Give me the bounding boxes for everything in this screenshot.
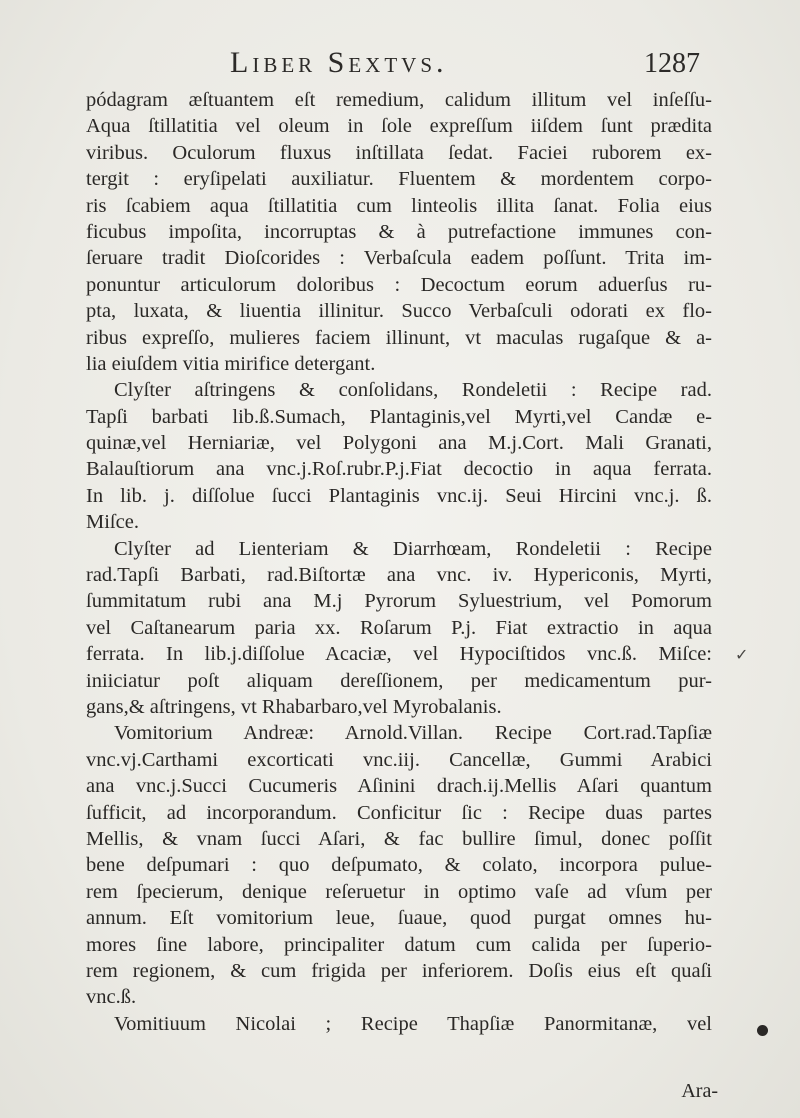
text-line: rad.Tapſi Barbati, rad.Biſtortæ ana vnc. iv. Hypericonis, Myrti, [86, 564, 712, 587]
text-line: lia eiuſdem vitia mirifice detergant. [86, 352, 376, 375]
text-line: vel Caſtanearum paria xx. Roſarum P.j. Fiat extractio in aqua [86, 616, 712, 639]
paragraph-1 [86, 87, 712, 377]
text-line: ribus expreſſo, mulieres faciem illinunt, vt maculas rugaſque & a- [86, 326, 712, 349]
text-line: ana vnc.j.Succi Cucumeris Aſinini drach.ij.Mellis Aſari quantum [86, 775, 712, 798]
text-line: ferrata. In lib.j.diſſolue Acaciæ, vel Hypociſtidos vnc.ß. Miſce: [86, 643, 712, 666]
paragraph-5 [86, 1011, 712, 1037]
paragraph-4 [86, 720, 712, 1010]
text-line: Tapſi barbati lib.ß.Sumach, Plantaginis,vel Myrti,vel Candæ e- [86, 405, 712, 428]
text-line: vnc.ß. [86, 986, 137, 1009]
text-line: ficubus impoſita, incorruptas & à putrefactione immunes con- [86, 220, 712, 243]
paragraph-2 [86, 377, 712, 535]
text-line: Miſce. [86, 511, 139, 534]
text-line: tergit : eryſipelati auxiliatur. Fluentem & mordentem corpo- [86, 168, 712, 191]
paragraph-3 [86, 536, 712, 721]
body-text [86, 87, 712, 1037]
text-line: ſummitatum rubi ana M.j Pyrorum Syluestrium, vel Pomorum [86, 590, 712, 613]
text-line: annum. Eſt vomitorium leue, ſuaue, quod purgat omnes hu- [86, 907, 712, 930]
margin-mark: ✓ [735, 647, 749, 664]
text-line: rem ſpecierum, denique reſeruetur in optimo vaſe ad vſum per [86, 880, 712, 903]
page-number: 1287 [644, 48, 700, 79]
text-line: ponuntur articulorum doloribus : Decoctum eorum aduerſus ru- [86, 273, 712, 296]
text-line: gans,& aſtringens, vt Rhabarbaro,vel Myrobalanis. [86, 695, 502, 718]
text-line: Vomitorium Andreæ: Arnold.Villan. Recipe Cort.rad.Tapſiæ [114, 722, 712, 745]
text-line: ris ſcabiem aqua ſtillatitia cum linteolis illita ſanat. Folia eius [86, 194, 712, 217]
text-line: In lib. j. diſſolue ſucci Plantaginis vnc.ij. Seui Hircini vnc.j. ß. [86, 484, 712, 507]
running-head: Liber Sextvs. [230, 46, 448, 79]
text-line: pódagram æſtuantem eſt remedium, calidum illitum vel inſeſſu- [86, 89, 712, 111]
text-line: viribus. Oculorum fluxus inſtillata ſedat. Faciei ruborem ex- [86, 141, 712, 164]
text-line: Clyſter ad Lienteriam & Diarrhœam, Rondeletii : Recipe [114, 537, 712, 560]
text-line: Clyſter aſtringens & conſolidans, Rondeletii : Recipe rad. [114, 379, 712, 402]
text-line: rem regionem, & cum frigida per inferiorem. Doſis eius eſt quaſi [86, 959, 712, 982]
text-line: ſeruare tradit Dioſcorides : Verbaſcula eadem poſſunt. Trita im- [86, 247, 712, 270]
text-line: pta, luxata, & liuentia illinitur. Succo Verbaſculi odorati ex flo- [86, 300, 712, 323]
catchword: Ara- [681, 1080, 718, 1102]
text-line: bene deſpumari : quo deſpumato, & colato, incorpora pulue- [86, 854, 712, 877]
text-line: Mellis, & vnam ſucci Aſari, & fac bullire ſimul, donec poſſit [86, 827, 712, 850]
text-line: Balauſtiorum ana vnc.j.Roſ.rubr.P.j.Fiat decoctio in aqua ferrata. [86, 458, 712, 481]
text-line: vnc.vj.Carthami excorticati vnc.iij. Cancellæ, Gummi Arabici [86, 748, 712, 771]
page-header [230, 44, 700, 84]
text-line: quinæ,vel Herniariæ, vel Polygoni ana M.j.Cort. Mali Granati, [86, 432, 712, 455]
text-line: ſufficit, ad incorporandum. Conficitur ſic : Recipe duas partes [86, 801, 712, 824]
text-line: Vomitiuum Nicolai ; Recipe Thapſiæ Panormitanæ, vel [114, 1012, 712, 1035]
text-line: mores ſine labore, principaliter datum cum calida per ſuperio- [86, 933, 712, 956]
ink-blot [757, 1025, 768, 1036]
text-line: iniiciatur poſt aliquam dereſſionem, per medicamentum pur- [86, 669, 712, 692]
text-line: Aqua ſtillatitia vel oleum in ſole expreſſum iiſdem ſunt prædita [86, 115, 712, 138]
